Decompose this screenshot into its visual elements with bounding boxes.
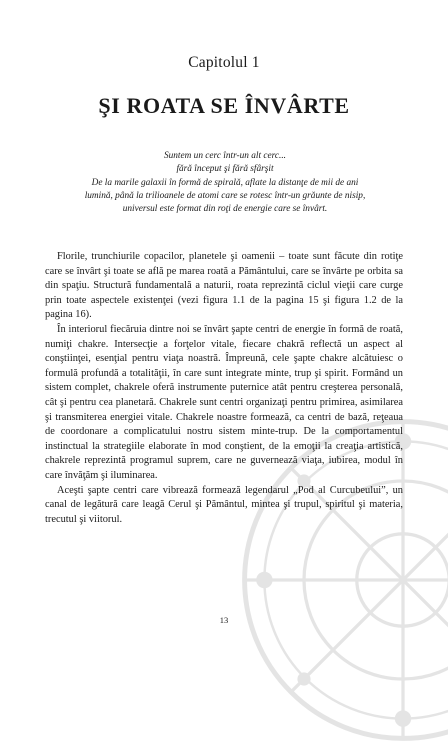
chapter-label: Capitolul 1 [188,54,260,71]
epigraph-line: Suntem un cerc într-un alt cerc... [163,151,287,161]
epigraph-line: De la marile galaxii în formă de spirală, aflate la distanţe de mii de ani [91,177,359,188]
epigraph-line: universul este format din roţi de energie care se învârt. [122,204,328,215]
chapter-title: ŞI ROATA SE ÎNVÂRTE [98,93,350,118]
paragraph: În interiorul fiecăruia dintre noi se învârt şapte centri de energie în formă de roată, numiţi chakre. Intersecţie a forţelor vitale, fiecare chakră reflectă un aspect al conştiinţei, esenţial pentru viaţa noastră. Împreună, cele şapte chakre alcătuiesc o formulă profundă a totalităţii, în care sunt integrate minte, trup şi spirit. Formând un sistem complet, chakrele oferă instrumente puternice atât pentru creşterea personală, cât şi pentru cea planetară. Chakrele sunt centri organizaţi pentru primirea, asimilarea şi transmiterea energiei vitale. Chakrele noastre formează, ca centri de bază, reţeaua de coordonare a complicatului nostru sistem minte-trup. De la comportamentul instinctual la strategiile elaborate în mod conştient, de la emoţii la creaţia artistică, chakrele reprezintă programul suprem, care ne guvernează viaţa, iubirea, modul în care învăţăm şi iluminarea. [45,323,403,481]
epigraph-line: fără început şi fără sfârşit [176,164,274,175]
paragraph: Florile, trunchiurile copacilor, planetele şi oamenii – toate sunt făcute din rotiţe care se învârt şi toate se află pe marea roată a Pământului, care se învârte pe orbita sa din spaţiu. Structură fundamentală a naturii, roata reprezintă ciclul vieţii care curge prin toate aspectele existenţei (vezi figura 1.1 de la pagina 15 şi figura 1.2 de la pagina 16). [45,251,403,321]
paragraph: Aceşti şapte centri care vibrează formează legendarul „Pod al Curcubeului”, un canal de legătură care leagă Cerul şi Pământul, mintea şi trupul, spiritul şi materia, trecutul şi viitorul. [45,484,403,525]
body-text [45,250,403,527]
page-number: 13 [219,615,229,625]
epigraph-line: lumină, până la trilioanele de atomi care se rotesc într-un grăunte de nisip, [84,190,366,201]
epigraph [40,150,410,216]
